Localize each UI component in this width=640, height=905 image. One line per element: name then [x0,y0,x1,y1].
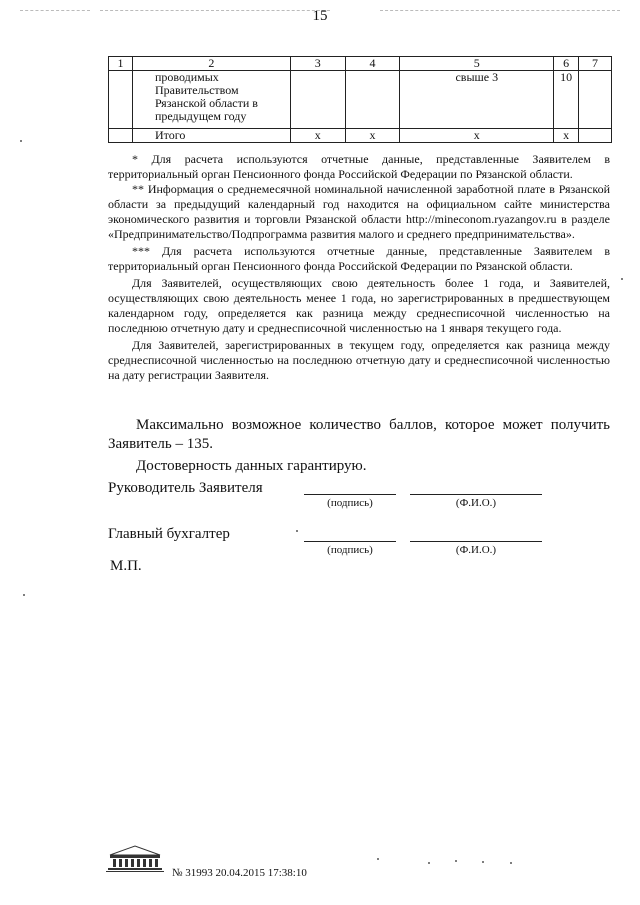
column-header: 2 [132,57,290,71]
scan-artifact [296,530,298,532]
scan-artifact [428,862,430,864]
table-cell: Итого [132,129,290,143]
building-emblem-icon [104,843,166,873]
table-cell: х [400,129,554,143]
sign-caption: (подпись) [327,497,373,509]
accountant-name-line [410,541,542,542]
table-header-row [109,57,612,71]
table-cell: свыше 3 [400,71,554,129]
table-cell [579,71,612,129]
explanation-2: Для Заявителей, зарегистрированных в текущем году, определяется как разница между среднесписочной численностью на последнюю отчетную дату и среднесписочной численностью на дату регистрации Заявителя. [108,338,610,382]
seal-placeholder: М.П. [110,558,142,574]
sign-caption: (подпись) [327,544,373,556]
footnote-3: *** Для расчета используются отчетные данные, представленные Заявителем в территориальный орган Пенсионного фонда Российской Федерации по Рязанской области. [108,244,610,273]
scan-artifact [482,861,484,863]
column-header: 7 [579,57,612,71]
table-row-total [109,129,612,143]
guarantee-text: Достоверность данных гарантирую. [136,458,367,474]
scan-artifact [510,862,512,864]
column-header: 1 [109,57,133,71]
scan-artifact [621,278,623,280]
footnotes [108,152,610,383]
table-cell [345,71,400,129]
table-cell [109,129,133,143]
column-header: 3 [290,57,345,71]
max-score-text: Максимально возможное количество баллов, которое может получить Заявитель – 135. [108,417,610,452]
footnote-2: ** Информация о среднемесячной номинальной начисленной заработной плате в Рязанской области за предыдущий календарный год находится на официальном сайте министерства экономического развития и торговли Рязанской области http://mineconom.ryazangov.ru в разделе «Предпринимательство/Подпрограмма развития малого и среднего предпринимательства». [108,182,610,241]
score-table [108,56,612,143]
scan-artifact [377,858,379,860]
max-score-block [108,416,610,476]
registration-stamp: № 31993 20.04.2015 17:38:10 [172,867,307,879]
head-name-line [410,494,542,495]
footnote-1: * Для расчета используются отчетные данные, представленные Заявителем в территориальный орган Пенсионного фонда Российской Федерации по Рязанской области. [108,152,610,181]
table-cell [290,71,345,129]
column-header: 4 [345,57,400,71]
accountant-signature-label: Главный бухгалтер [108,526,230,542]
name-caption: (Ф.И.О.) [455,497,497,509]
table-cell: х [554,129,579,143]
column-header: 6 [554,57,579,71]
scan-artifact [20,140,22,142]
name-caption: (Ф.И.О.) [455,544,497,556]
page-number: 15 [312,8,328,24]
table-cell: х [345,129,400,143]
table-cell: 10 [554,71,579,129]
accountant-sign-line [304,541,396,542]
table-cell: проводимых Правительством Рязанской области в предыдущем году [132,71,290,129]
head-sign-line [304,494,396,495]
scan-artifact [23,594,25,596]
explanation-1: Для Заявителей, осуществляющих свою деятельность более 1 года, и Заявителей, осуществляющих свою деятельность менее 1 года, но зарегистрированных в предшествующем календарном году, определяется как разница между среднесписочной численностью на последнюю отчетную дату и среднесписочной численностью на 1 января текущего года. [108,276,610,335]
column-header: 5 [400,57,554,71]
scan-artifact [455,860,457,862]
head-signature-label: Руководитель Заявителя [108,480,263,496]
table-cell [109,71,133,129]
table-cell: х [290,129,345,143]
table-row [109,71,612,129]
table-cell [579,129,612,143]
